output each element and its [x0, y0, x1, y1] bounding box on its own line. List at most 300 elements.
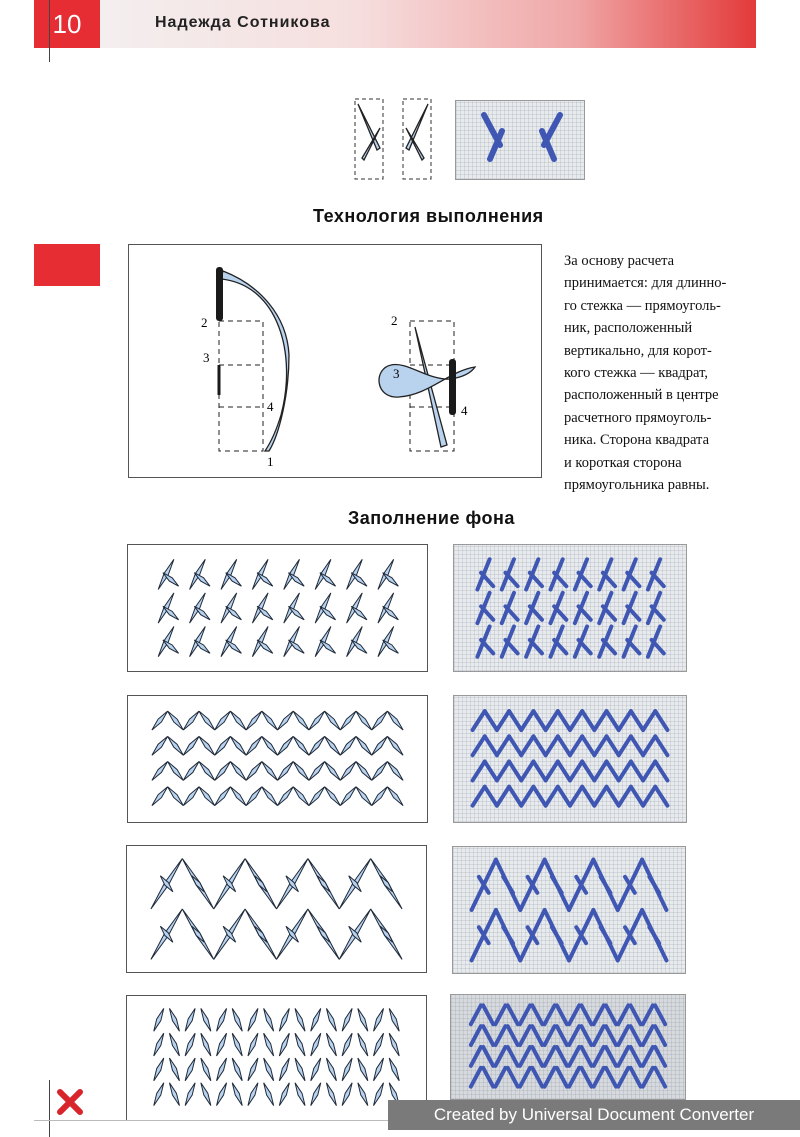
stitch-mark	[279, 1083, 289, 1106]
stitch-mark	[558, 762, 570, 781]
stitch-mark	[631, 736, 643, 755]
stitch-mark	[248, 1008, 258, 1031]
stitch-mark	[264, 1033, 274, 1056]
diagram-label-left-1: 1	[267, 454, 274, 469]
stitch-mark	[230, 711, 246, 730]
stitch-mark	[606, 1047, 616, 1066]
stitch-mark	[380, 876, 393, 892]
section-marker	[34, 244, 100, 286]
stitch-preview-diagram	[350, 96, 440, 182]
stitch-mark	[643, 736, 655, 755]
stitch-mark	[317, 876, 330, 892]
stitch-mark	[508, 1068, 518, 1087]
stitch-mark	[471, 1005, 481, 1024]
stitch-mark	[374, 1008, 384, 1031]
stitch-mark	[387, 736, 403, 755]
stitch-mark	[309, 762, 325, 781]
stitch-mark	[546, 711, 558, 730]
pattern-photo-1	[453, 544, 687, 672]
watermark: Created by Universal Document Converter	[388, 1100, 800, 1130]
description-line: го стежка — прямоуголь-	[564, 297, 721, 314]
stitch-mark	[262, 762, 278, 781]
stitch-mark	[521, 711, 533, 730]
stitch-mark	[246, 762, 262, 781]
stitch-mark	[581, 1005, 591, 1024]
stitch-mark	[581, 1026, 591, 1045]
stitch-mark	[606, 1005, 616, 1024]
stitch-mark	[557, 1005, 567, 1024]
stitch-mark	[631, 1068, 641, 1087]
stitch-mark	[643, 762, 655, 781]
stitch-mark	[154, 1008, 164, 1031]
footer-margin-line	[49, 1080, 50, 1137]
stitch-mark	[631, 1026, 641, 1045]
stitch-mark	[546, 787, 558, 806]
stitch-mark	[483, 1005, 493, 1024]
stitch-mark	[594, 736, 606, 755]
stitch-mark	[618, 1047, 628, 1066]
stitch-mark	[293, 736, 309, 755]
stitch-mark	[520, 1026, 530, 1045]
stitch-mark	[655, 736, 667, 755]
description-line: расположенный в центре	[564, 387, 719, 404]
stitch-mark	[389, 1058, 399, 1081]
stitch-mark	[471, 1047, 481, 1066]
stitch-mark	[569, 1005, 579, 1024]
stitch-mark	[532, 1005, 542, 1024]
stitch-mark	[532, 1068, 542, 1087]
stitch-mark	[483, 1026, 493, 1045]
stitch-mark	[278, 736, 294, 755]
diagram-label-right-3: 3	[393, 366, 400, 381]
stitch-mark	[311, 1083, 321, 1106]
stitch-mark	[607, 787, 619, 806]
stitch-mark	[372, 762, 388, 781]
stitch-mark	[520, 1068, 530, 1087]
stitch-mark	[279, 1033, 289, 1056]
stitch-mark	[168, 787, 184, 806]
stitch-mark	[356, 711, 372, 730]
stitch-mark	[594, 711, 606, 730]
stitch-mark	[374, 1083, 384, 1106]
stitch-mark	[185, 1033, 195, 1056]
stitch-mark	[232, 1008, 242, 1031]
stitch-mark	[601, 877, 611, 893]
stitch-mark	[340, 711, 356, 730]
stitch-mark	[255, 876, 268, 892]
stitch-mark	[533, 711, 545, 730]
stitch-mark	[619, 736, 631, 755]
stitch-mark	[473, 787, 485, 806]
stitch-mark	[152, 787, 168, 806]
stitch-mark	[232, 1058, 242, 1081]
pattern-diagram-2	[127, 695, 428, 823]
stitch-mark	[152, 762, 168, 781]
background-heading: Заполнение фона	[348, 508, 515, 528]
stitch-mark	[342, 1033, 352, 1056]
stitch-mark	[508, 1026, 518, 1045]
stitch-mark	[619, 711, 631, 730]
stitch-mark	[293, 762, 309, 781]
stitch-mark	[545, 1026, 555, 1045]
stitch-mark	[248, 1083, 258, 1106]
stitch-mark	[372, 736, 388, 755]
description-line: вертикально, для корот-	[564, 342, 712, 359]
stitch-mark	[168, 736, 184, 755]
stitch-mark	[326, 1083, 336, 1106]
stitch-mark	[192, 876, 205, 892]
stitch-mark	[569, 1026, 579, 1045]
stitch-mark	[473, 736, 485, 755]
stitch-mark	[374, 1058, 384, 1081]
stitch-mark	[311, 1033, 321, 1056]
stitch-mark	[325, 762, 341, 781]
stitch-mark	[326, 1008, 336, 1031]
stitch-mark	[342, 1058, 352, 1081]
stitch-mark	[655, 1047, 665, 1066]
stitch-mark	[558, 787, 570, 806]
stitch-mark	[264, 1083, 274, 1106]
stitch-mark	[358, 1058, 368, 1081]
stitch-mark	[279, 1008, 289, 1031]
stitch-mark	[631, 1047, 641, 1066]
stitch-mark	[533, 762, 545, 781]
stitch-mark	[311, 1058, 321, 1081]
description-line: ника. Сторона квадрата	[564, 432, 709, 449]
stitch-mark	[293, 787, 309, 806]
description-line: кого стежка — квадрат,	[564, 365, 708, 382]
diagram-label-left-3: 3	[203, 350, 210, 365]
stitch-mark	[557, 1068, 567, 1087]
stitch-mark	[570, 787, 582, 806]
stitch-mark	[631, 762, 643, 781]
stitch-mark	[185, 1008, 195, 1031]
cross-stitch-icon	[56, 1088, 84, 1116]
description-line: ник, расположенный	[564, 320, 693, 337]
stitch-mark	[215, 711, 231, 730]
stitch-mark	[495, 1005, 505, 1024]
footer-rule	[34, 1120, 414, 1121]
stitch-mark	[183, 787, 199, 806]
stitch-mark	[199, 711, 215, 730]
stitch-mark	[356, 787, 372, 806]
diagram-label-left-4: 4	[267, 399, 274, 414]
stitch-mark	[582, 787, 594, 806]
stitch-mark	[217, 1083, 227, 1106]
stitch-mark	[520, 1005, 530, 1024]
stitch-mark	[317, 926, 330, 942]
stitch-mark	[342, 1008, 352, 1031]
stitch-mark	[631, 711, 643, 730]
stitch-mark	[485, 736, 497, 755]
stitch-mark	[358, 1008, 368, 1031]
stitch-mark	[295, 1058, 305, 1081]
stitch-mark	[497, 736, 509, 755]
stitch-mark	[295, 1083, 305, 1106]
stitch-mark	[264, 1058, 274, 1081]
stitch-mark	[570, 736, 582, 755]
stitch-mark	[546, 736, 558, 755]
stitch-mark	[581, 1047, 591, 1066]
stitch-mark	[545, 1005, 555, 1024]
stitch-mark	[278, 787, 294, 806]
stitch-mark	[483, 1068, 493, 1087]
stitch-mark	[262, 711, 278, 730]
stitch-mark	[509, 736, 521, 755]
stitch-mark	[503, 927, 513, 943]
pattern-diagram-3	[126, 845, 427, 973]
stitch-mark	[230, 736, 246, 755]
stitch-mark	[358, 1083, 368, 1106]
stitch-mark	[387, 762, 403, 781]
stitch-mark	[340, 787, 356, 806]
stitch-mark	[387, 787, 403, 806]
stitch-mark	[358, 1033, 368, 1056]
stitch-mark	[618, 1068, 628, 1087]
stitch-mark	[380, 926, 393, 942]
stitch-mark	[372, 711, 388, 730]
stitch-mark	[643, 1026, 653, 1045]
stitch-mark	[389, 1033, 399, 1056]
stitch-mark	[295, 1008, 305, 1031]
stitch-mark	[618, 1026, 628, 1045]
stitch-mark	[201, 1033, 211, 1056]
stitch-mark	[342, 1083, 352, 1106]
stitch-mark	[278, 711, 294, 730]
stitch-mark	[582, 762, 594, 781]
pattern-diagram-1	[127, 544, 428, 672]
stitch-mark	[606, 1068, 616, 1087]
stitch-mark	[521, 736, 533, 755]
description-line: прямоугольника равны.	[564, 477, 710, 494]
stitch-mark	[558, 711, 570, 730]
stitch-mark	[552, 927, 562, 943]
technique-diagram	[128, 244, 542, 478]
stitch-mark	[495, 1047, 505, 1066]
stitch-mark	[607, 736, 619, 755]
stitch-mark	[557, 1026, 567, 1045]
stitch-mark	[230, 787, 246, 806]
stitch-mark	[601, 927, 611, 943]
stitch-mark	[471, 1026, 481, 1045]
stitch-mark	[495, 1026, 505, 1045]
stitch-mark	[230, 762, 246, 781]
stitch-mark	[232, 1033, 242, 1056]
stitch-mark	[485, 787, 497, 806]
author-name: Надежда Сотникова	[155, 14, 331, 31]
stitch-mark	[643, 1068, 653, 1087]
stitch-mark	[606, 1026, 616, 1045]
stitch-mark	[262, 736, 278, 755]
stitch-mark	[607, 711, 619, 730]
stitch-mark	[569, 1068, 579, 1087]
stitch-preview-photo	[455, 100, 585, 180]
stitch-mark	[326, 1058, 336, 1081]
stitch-mark	[185, 1083, 195, 1106]
stitch-mark	[546, 762, 558, 781]
stitch-mark	[264, 1008, 274, 1031]
stitch-mark	[607, 762, 619, 781]
stitch-mark	[215, 787, 231, 806]
stitch-mark	[643, 711, 655, 730]
stitch-mark	[169, 1033, 179, 1056]
stitch-mark	[495, 1068, 505, 1087]
stitch-mark	[309, 787, 325, 806]
technique-description	[564, 250, 764, 496]
stitch-mark	[387, 711, 403, 730]
stitch-mark	[520, 1047, 530, 1066]
stitch-mark	[631, 787, 643, 806]
description-line: За основу расчета	[564, 253, 675, 269]
stitch-mark	[192, 926, 205, 942]
stitch-mark	[372, 787, 388, 806]
stitch-mark	[619, 762, 631, 781]
margin-line	[49, 0, 50, 62]
stitch-mark	[471, 1068, 481, 1087]
stitch-mark	[154, 1058, 164, 1081]
stitch-mark	[248, 1033, 258, 1056]
diagram-label-right-2: 2	[391, 313, 398, 328]
stitch-mark	[533, 787, 545, 806]
stitch-mark	[248, 1058, 258, 1081]
stitch-mark	[582, 711, 594, 730]
stitch-mark	[497, 711, 509, 730]
stitch-mark	[582, 736, 594, 755]
stitch-mark	[473, 711, 485, 730]
stitch-mark	[655, 711, 667, 730]
stitch-mark	[643, 787, 655, 806]
stitch-mark	[508, 1005, 518, 1024]
stitch-mark	[643, 1047, 653, 1066]
stitch-mark	[570, 762, 582, 781]
stitch-mark	[278, 762, 294, 781]
stitch-mark	[246, 711, 262, 730]
stitch-mark	[340, 736, 356, 755]
stitch-mark	[532, 1047, 542, 1066]
stitch-mark	[293, 711, 309, 730]
stitch-mark	[594, 1026, 604, 1045]
stitch-mark	[389, 1008, 399, 1031]
stitch-mark	[655, 762, 667, 781]
stitch-mark	[199, 787, 215, 806]
stitch-mark	[152, 711, 168, 730]
stitch-mark	[201, 1083, 211, 1106]
stitch-mark	[557, 1047, 567, 1066]
stitch-mark	[473, 762, 485, 781]
stitch-mark	[655, 787, 667, 806]
stitch-mark	[325, 736, 341, 755]
pattern-diagram-4	[126, 995, 427, 1121]
stitch-mark	[655, 1068, 665, 1087]
stitch-mark	[168, 762, 184, 781]
stitch-mark	[631, 1005, 641, 1024]
stitch-mark	[649, 927, 659, 943]
pattern-photo-2	[453, 695, 687, 823]
stitch-mark	[532, 1026, 542, 1045]
description-line: и короткая сторона	[564, 454, 682, 471]
stitch-mark	[485, 711, 497, 730]
stitch-mark	[217, 1033, 227, 1056]
stitch-mark	[154, 1033, 164, 1056]
stitch-mark	[594, 1068, 604, 1087]
stitch-mark	[569, 1047, 579, 1066]
stitch-mark	[325, 711, 341, 730]
stitch-mark	[215, 762, 231, 781]
pattern-photo-4	[450, 994, 686, 1100]
stitch-mark	[217, 1058, 227, 1081]
stitch-mark	[497, 787, 509, 806]
stitch-mark	[183, 711, 199, 730]
stitch-mark	[483, 1047, 493, 1066]
stitch-mark	[594, 1047, 604, 1066]
stitch-mark	[246, 736, 262, 755]
stitch-mark	[508, 1047, 518, 1066]
pattern-photo-3	[452, 846, 686, 974]
stitch-mark	[169, 1008, 179, 1031]
stitch-mark	[154, 1083, 164, 1106]
stitch-mark	[521, 787, 533, 806]
stitch-mark	[215, 736, 231, 755]
diagram-label-left-2: 2	[201, 315, 208, 330]
stitch-mark	[199, 762, 215, 781]
stitch-mark	[594, 762, 606, 781]
stitch-mark	[356, 762, 372, 781]
stitch-mark	[521, 762, 533, 781]
stitch-mark	[152, 736, 168, 755]
stitch-mark	[581, 1068, 591, 1087]
stitch-mark	[594, 787, 606, 806]
stitch-mark	[169, 1083, 179, 1106]
stitch-mark	[183, 762, 199, 781]
description-line: расчетного прямоуголь-	[564, 409, 712, 426]
stitch-mark	[655, 1026, 665, 1045]
stitch-mark	[509, 762, 521, 781]
stitch-mark	[217, 1008, 227, 1031]
stitch-mark	[185, 1058, 195, 1081]
stitch-mark	[255, 926, 268, 942]
stitch-mark	[619, 787, 631, 806]
stitch-mark	[201, 1008, 211, 1031]
stitch-mark	[232, 1083, 242, 1106]
stitch-mark	[545, 1047, 555, 1066]
stitch-mark	[262, 787, 278, 806]
stitch-mark	[169, 1058, 179, 1081]
stitch-mark	[199, 736, 215, 755]
stitch-mark	[295, 1033, 305, 1056]
stitch-mark	[545, 1068, 555, 1087]
page-number: 10	[34, 0, 100, 48]
stitch-mark	[183, 736, 199, 755]
stitch-mark	[325, 787, 341, 806]
stitch-mark	[340, 762, 356, 781]
stitch-mark	[356, 736, 372, 755]
stitch-mark	[309, 711, 325, 730]
stitch-mark	[570, 711, 582, 730]
technique-heading: Технология выполнения	[313, 206, 544, 226]
stitch-mark	[533, 736, 545, 755]
stitch-mark	[552, 877, 562, 893]
stitch-mark	[594, 1005, 604, 1024]
stitch-mark	[649, 877, 659, 893]
stitch-mark	[655, 1005, 665, 1024]
stitch-mark	[497, 762, 509, 781]
stitch-mark	[311, 1008, 321, 1031]
stitch-mark	[309, 736, 325, 755]
stitch-mark	[246, 787, 262, 806]
stitch-mark	[326, 1033, 336, 1056]
description-line: принимается: для длинно-	[564, 275, 727, 292]
stitch-mark	[279, 1058, 289, 1081]
